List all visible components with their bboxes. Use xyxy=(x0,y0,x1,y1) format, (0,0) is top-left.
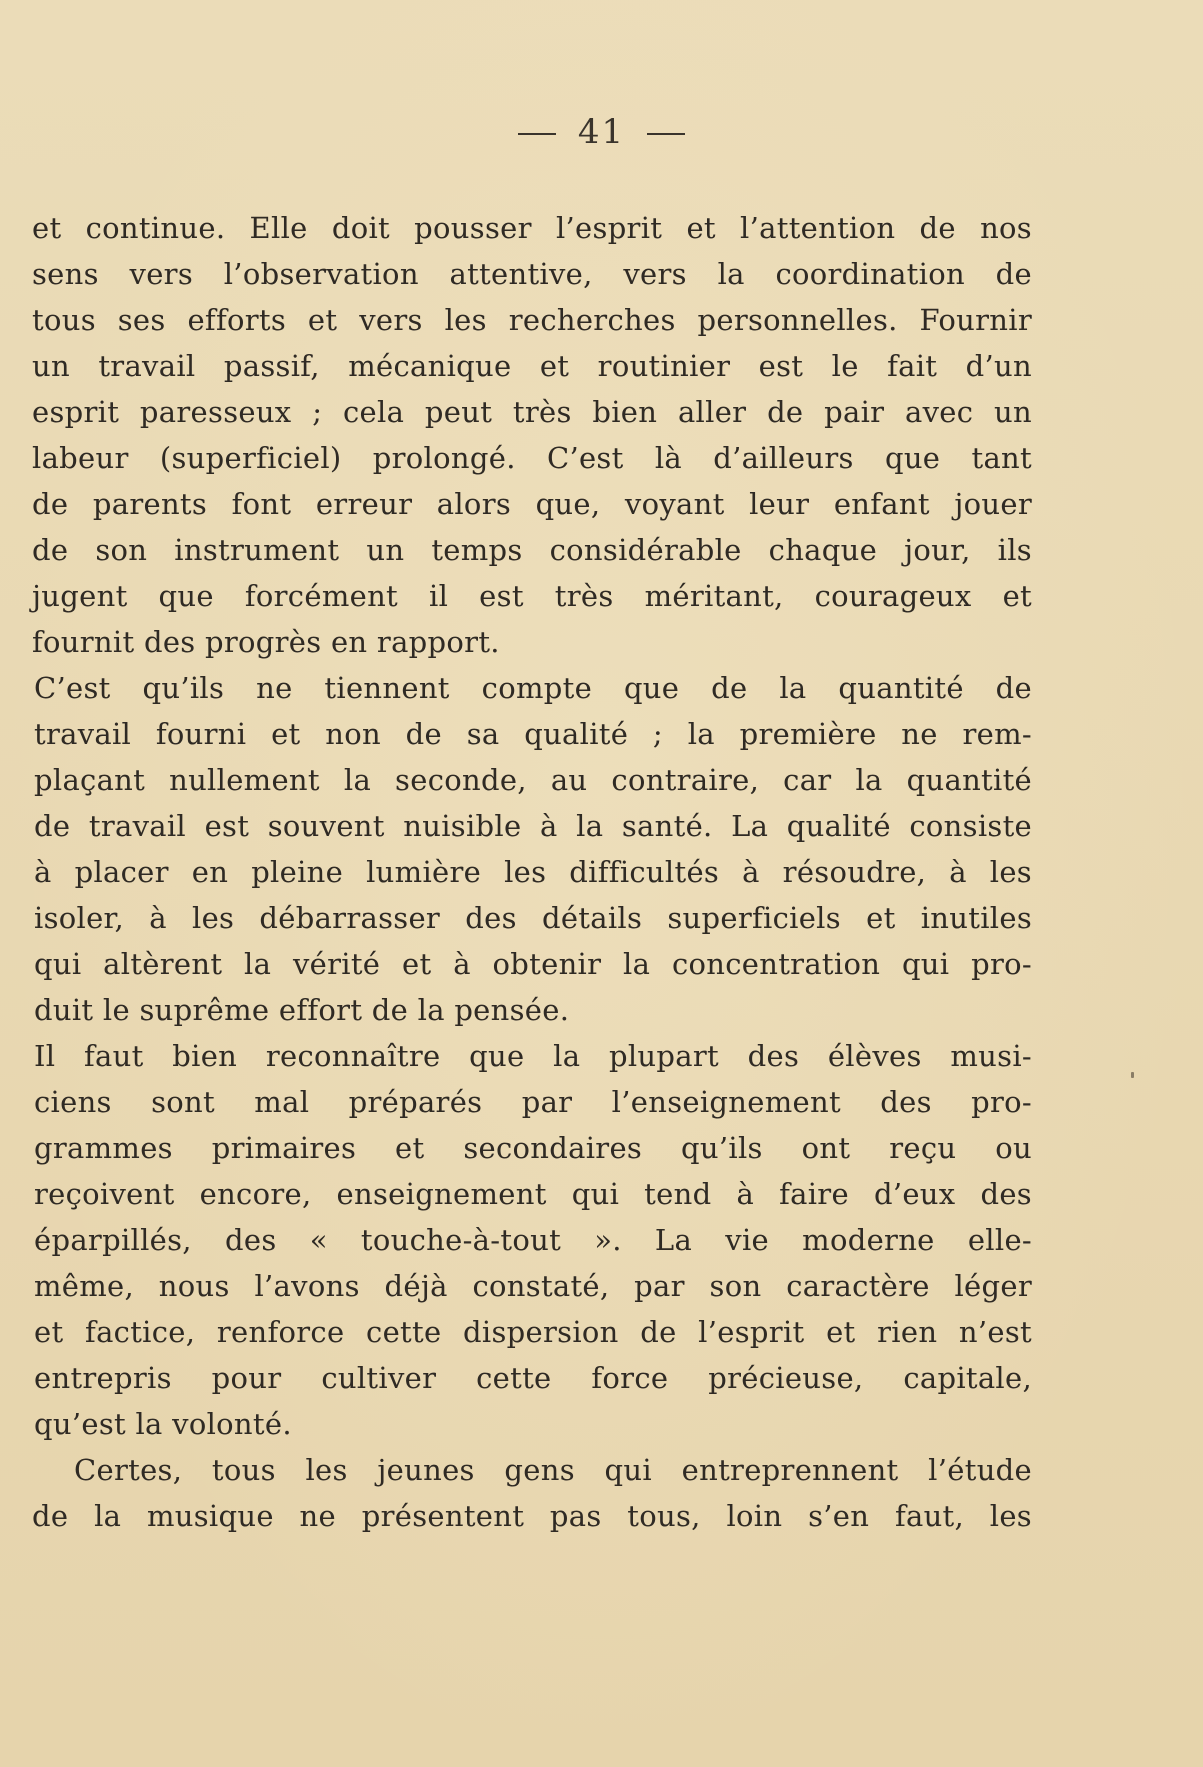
text-line: éparpillés, des « touche-à-tout ». La vie moderne elle- xyxy=(34,1223,1032,1257)
text-line: même, nous l’avons déjà constaté, par son caractère léger xyxy=(34,1269,1032,1303)
text-line: isoler, à les débarrasser des détails superficiels et inutiles xyxy=(34,901,1032,935)
text-line: esprit paresseux ; cela peut très bien aller de pair avec un xyxy=(32,395,1032,429)
text-line: à placer en pleine lumière les difficultés à résoudre, à les xyxy=(34,855,1032,889)
paragraph-2 xyxy=(32,665,1032,1033)
text-line: et continue. Elle doit pousser l’esprit et l’attention de nos xyxy=(32,211,1032,245)
text-line: tous ses efforts et vers les recherches personnelles. Fournir xyxy=(32,303,1032,337)
ink-speck xyxy=(1131,1072,1134,1078)
text-line: plaçant nullement la seconde, au contraire, car la quantité xyxy=(34,763,1032,797)
body-text xyxy=(32,205,1032,1539)
text-line: C’est qu’ils ne tiennent compte que de la quantité de xyxy=(34,671,1032,705)
text-line: labeur (superficiel) prolongé. C’est là d’ailleurs que tant xyxy=(32,441,1032,475)
text-line: grammes primaires et secondaires qu’ils ont reçu ou xyxy=(34,1131,1032,1165)
text-line: fournit des progrès en rapport. xyxy=(32,625,500,659)
text-line: travail fourni et non de sa qualité ; la première ne rem- xyxy=(34,717,1032,751)
header-dash-left xyxy=(518,133,556,135)
paragraph-1 xyxy=(32,205,1032,665)
text-line: de son instrument un temps considérable chaque jour, ils xyxy=(32,533,1032,567)
text-line: Certes, tous les jeunes gens qui entreprennent l’étude xyxy=(74,1453,1032,1487)
text-line: de travail est souvent nuisible à la santé. La qualité consiste xyxy=(34,809,1032,843)
text-line: de la musique ne présentent pas tous, loin s’en faut, les xyxy=(32,1499,1032,1533)
header-dash-right xyxy=(647,133,685,135)
text-line: un travail passif, mécanique et routinier est le fait d’un xyxy=(32,349,1032,383)
text-line: qu’est la volonté. xyxy=(34,1407,292,1441)
text-line: duit le suprême effort de la pensée. xyxy=(34,993,570,1027)
text-line: et factice, renforce cette dispersion de l’esprit et rien n’est xyxy=(34,1315,1032,1349)
paragraph-3 xyxy=(32,1033,1032,1447)
paragraph-4 xyxy=(32,1447,1032,1539)
text-line: qui altèrent la vérité et à obtenir la concentration qui pro- xyxy=(34,947,1032,981)
text-line: sens vers l’observation attentive, vers la coordination de xyxy=(32,257,1032,291)
text-line: entrepris pour cultiver cette force précieuse, capitale, xyxy=(34,1361,1032,1395)
text-line: Il faut bien reconnaître que la plupart des élèves musi- xyxy=(34,1039,1032,1073)
text-line: ciens sont mal préparés par l’enseignement des pro- xyxy=(34,1085,1032,1119)
page-number: 41 xyxy=(577,112,626,152)
text-line: reçoivent encore, enseignement qui tend à faire d’eux des xyxy=(34,1177,1032,1211)
text-line: jugent que forcément il est très méritant, courageux et xyxy=(32,579,1032,613)
page-header xyxy=(0,112,1203,152)
text-line: de parents font erreur alors que, voyant leur enfant jouer xyxy=(32,487,1032,521)
